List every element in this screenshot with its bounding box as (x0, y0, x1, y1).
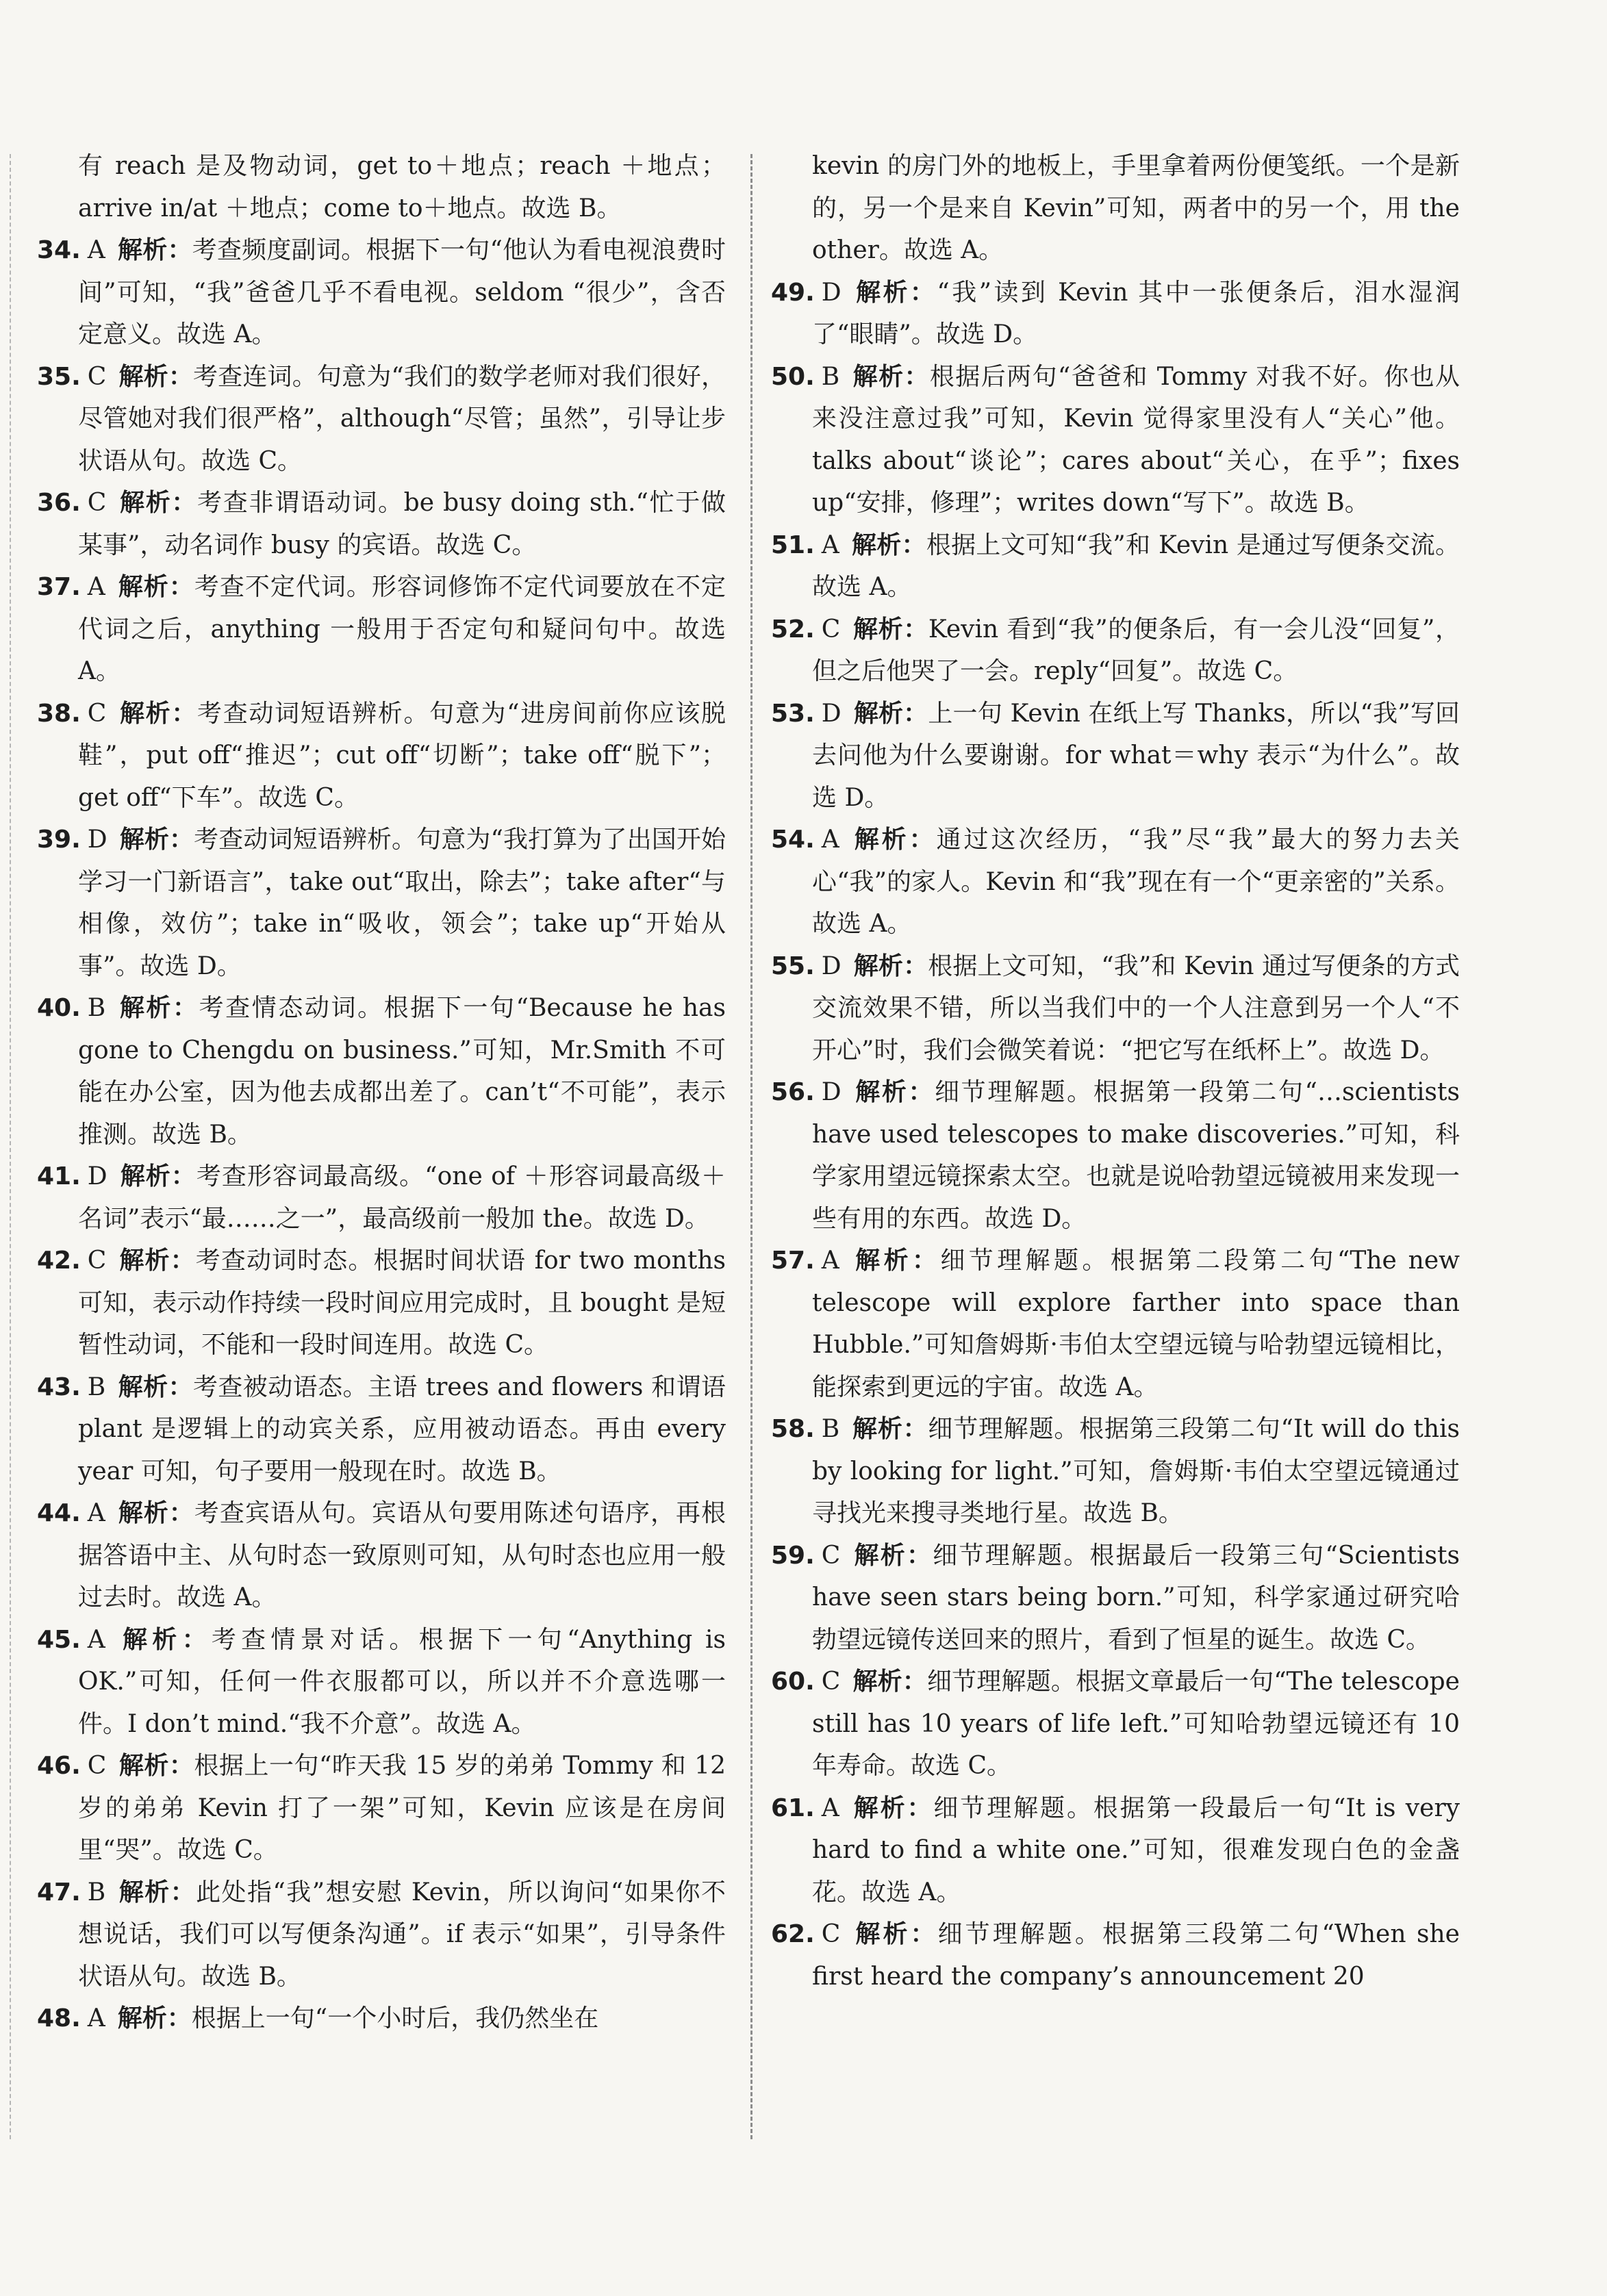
answer-letter: A (87, 236, 105, 264)
question-number: 42. (37, 1247, 81, 1275)
question-number: 61. (771, 1794, 815, 1822)
analysis-label: 解析： (117, 2004, 192, 2032)
binding-edge (10, 154, 11, 2139)
answer-entry (768, 945, 1460, 1072)
analysis-text: 考查动词短语辨析。句意为“我打算为了出国开始学习一门新语言”，take out“取出，除去”；take after“与相像，效仿”；take in“吸收，领会”；take up“开始从事”。故选 D。 (78, 826, 726, 980)
answer-letter: A (821, 1247, 839, 1275)
answer-letter: D (821, 699, 842, 728)
analysis-label: 解析： (117, 1499, 194, 1527)
answer-entry (34, 1619, 726, 1746)
analysis-text: 考查情态动词。根据下一句“Because he has gone to Chengdu on business.”可知，Mr.Smith 不可能在办公室，因为他去成都出差了。can’t“不可能”，表示推测。故选 B。 (78, 994, 726, 1149)
analysis-label: 解析： (118, 1752, 194, 1780)
analysis-label: 解析： (119, 826, 194, 854)
question-number: 51. (771, 531, 815, 559)
analysis-text: Kevin 看到“我”的便条后，有一会儿没“回复”，但之后他哭了一会。reply“回复”。故选 C。 (812, 615, 1460, 685)
question-number: 35. (37, 362, 81, 391)
analysis-text: 细节理解题。根据第一段最后一句“It is very hard to find a white one.”可知，很难发现白色的金盏花。故选 A。 (812, 1794, 1460, 1906)
right-column (768, 145, 1460, 1998)
question-number: 60. (771, 1668, 815, 1696)
question-number: 38. (37, 699, 81, 728)
answer-entry (768, 1913, 1460, 1998)
answer-entry (768, 1535, 1460, 1661)
question-number: 54. (771, 826, 815, 854)
answer-letter: A (87, 2004, 105, 2032)
analysis-text: 有 reach 是及物动词，get to＋地点；reach ＋地点；arrive in/at ＋地点；come to＋地点。故选 B。 (78, 152, 726, 222)
analysis-label: 解析： (118, 1247, 196, 1275)
analysis-text: “我”读到 Kevin 其中一张便条后，泪水湿润了“眼睛”。故选 D。 (812, 278, 1460, 348)
answer-letter: C (87, 489, 107, 517)
answer-letter: C (821, 1920, 841, 1948)
question-number: 53. (771, 699, 815, 728)
answer-entry (768, 1787, 1460, 1914)
answer-letter: C (87, 1752, 107, 1780)
answer-entry (34, 482, 726, 566)
question-number: 40. (37, 994, 81, 1022)
answer-entry (34, 566, 726, 693)
analysis-text: 考查连词。句意为“我们的数学老师对我们很好，尽管她对我们很严格”，although“尽管；虽然”，引导让步状语从句。故选 C。 (78, 362, 726, 475)
answer-letter: B (821, 362, 840, 391)
question-number: 41. (37, 1162, 81, 1190)
question-number: 55. (771, 952, 815, 980)
answer-entry (34, 1745, 726, 1872)
analysis-text: 考查情景对话。根据下一句“Anything is OK.”可知，任何一件衣服都可以，所以并不介意选哪一件。I don’t mind.“我不介意”。故选 A。 (78, 1625, 726, 1738)
answer-letter: A (821, 531, 839, 559)
analysis-label: 解析： (118, 994, 199, 1022)
answer-letter: C (821, 1668, 841, 1696)
answer-letter: B (87, 1373, 106, 1401)
answer-letter: C (87, 699, 107, 728)
analysis-label: 解析： (851, 1794, 934, 1822)
analysis-text: 考查被动语态。主语 trees and flowers 和谓语 plant 是逻辑上的动宾关系，应用被动语态。再由 every year 可知，句子要用一般现在时。故选 B。 (78, 1373, 726, 1485)
answer-entry (768, 524, 1460, 609)
answer-entry (768, 819, 1460, 945)
analysis-label: 解析： (118, 699, 198, 728)
answer-entry (34, 1240, 726, 1366)
answer-letter: A (87, 1625, 105, 1654)
analysis-label: 解析： (118, 1878, 197, 1906)
analysis-label: 解析： (853, 699, 928, 728)
answer-letter: D (821, 1078, 842, 1106)
analysis-label: 解析： (118, 362, 194, 391)
analysis-label: 解析： (117, 1625, 212, 1654)
answer-letter: A (87, 1499, 105, 1527)
question-number: 50. (771, 362, 815, 391)
answer-entry (34, 1366, 726, 1493)
answer-entry (768, 356, 1460, 524)
question-number: 48. (37, 2004, 81, 2032)
analysis-text: 细节理解题。根据最后一段第三句“Scientists have seen stars being born.”可知，科学家通过研究哈勃望远镜传送回来的照片，看到了恒星的诞生。故选 C。 (812, 1541, 1460, 1654)
answer-letter: D (821, 952, 842, 980)
analysis-label: 解析： (851, 531, 926, 559)
answer-letter: A (821, 1794, 839, 1822)
analysis-text: 细节理解题。根据文章最后一句“The telescope still has 10 years of life left.”可知哈勃望远镜还有 10 年寿命。故选 C。 (812, 1668, 1460, 1780)
answer-letter: B (87, 994, 106, 1022)
analysis-label: 解析： (852, 362, 930, 391)
answer-letter: C (87, 1247, 107, 1275)
answer-entry (768, 609, 1460, 693)
analysis-text: 考查频度副词。根据下一句“他认为看电视浪费时间”可知，“我”爸爸几乎不看电视。seldom “很少”，含否定意义。故选 A。 (78, 236, 726, 348)
question-number: 45. (37, 1625, 81, 1654)
analysis-label: 解析： (117, 236, 192, 264)
question-number: 34. (37, 236, 81, 264)
analysis-text: 细节理解题。根据第二段第二句“The new telescope will explore farther into space than Hubble.”可知詹姆斯·韦伯太空望远镜与哈勃望远镜相比，能探索到更远的宇宙。故选 A。 (812, 1247, 1460, 1401)
answer-entry (34, 1998, 726, 2040)
question-number: 47. (37, 1878, 81, 1906)
answer-entry (34, 1156, 726, 1240)
analysis-text: 细节理解题。根据第三段第二句“When she first heard the company’s announcement 20 (812, 1920, 1460, 1991)
analysis-label: 解析： (852, 1668, 927, 1696)
answer-entry (34, 1872, 726, 1998)
question-number: 46. (37, 1752, 81, 1780)
analysis-text: 细节理解题。根据第三段第二句“It will do this by looking for light.”可知，詹姆斯·韦伯太空望远镜通过寻找光来搜寻类地行星。故选 B。 (812, 1415, 1460, 1527)
answer-entry (34, 229, 726, 356)
question-number: 56. (771, 1078, 815, 1106)
answer-entry (768, 1240, 1460, 1408)
analysis-label: 解析： (851, 1247, 941, 1275)
question-number: 43. (37, 1373, 81, 1401)
answer-letter: C (821, 1541, 841, 1570)
analysis-text: 考查不定代词。形容词修饰不定代词要放在不定代词之后，anything 一般用于否定句和疑问句中。故选 A。 (78, 573, 726, 685)
analysis-label: 解析： (852, 1415, 928, 1443)
answer-letter: A (87, 573, 105, 601)
analysis-text: 根据后两句“爸爸和 Tommy 对我不好。你也从来没注意过我”可知，Kevin 觉得家里没有人“关心”他。talks about“谈论”；cares about“关心，在乎”；fixes up“安排，修理”；writes down“写下”。故选 B。 (812, 362, 1460, 517)
analysis-text: 细节理解题。根据第一段第二句“…scientists have used telescopes to make discoveries.”可知，科学家用望远镜探索太空。也就是说哈勃望远镜被用来发现一些有用的东西。故选 D。 (812, 1078, 1460, 1233)
analysis-text: kevin 的房门外的地板上，手里拿着两份便笺纸。一个是新的，另一个是来自 Kevin”可知，两者中的另一个，用 the other。故选 A。 (812, 152, 1460, 264)
question-number: 39. (37, 826, 81, 854)
analysis-text: 根据上一句“昨天我 15 岁的弟弟 Tommy 和 12 岁的弟弟 Kevin 打了一架”可知，Kevin 应该是在房间里“哭”。故选 C。 (78, 1752, 726, 1864)
answer-entry (768, 1661, 1460, 1787)
analysis-text: 此处指“我”想安慰 Kevin，所以询问“如果你不想说话，我们可以写便条沟通”。if 表示“如果”，引导条件状语从句。故选 B。 (78, 1878, 726, 1991)
analysis-label: 解析： (119, 1162, 197, 1190)
analysis-text: 上一句 Kevin 在纸上写 Thanks，所以“我”写回去问他为什么要谢谢。for what＝why 表示“为什么”。故选 D。 (812, 699, 1460, 812)
answer-entry (768, 693, 1460, 819)
answer-entry (768, 272, 1460, 356)
analysis-label: 解析： (851, 826, 937, 854)
analysis-text: 根据上文可知，“我”和 Kevin 通过写便条的方式交流效果不错，所以当我们中的一个人注意到另一个人“不开心”时，我们会微笑着说：“把它写在纸杯上”。故选 D。 (812, 952, 1460, 1064)
answer-letter: D (821, 278, 842, 307)
analysis-text: 考查动词短语辨析。句意为“进房间前你应该脱鞋”，put off“推迟”；cut off“切断”；take off“脱下”；get off“下车”。故选 C。 (78, 699, 726, 812)
question-number: 58. (771, 1415, 815, 1443)
answer-entry (768, 1071, 1460, 1240)
answer-letter: B (87, 1878, 106, 1906)
answer-letter: D (87, 826, 107, 854)
question-number: 52. (771, 615, 815, 643)
analysis-label: 解析： (852, 1541, 933, 1570)
analysis-text: 根据上一句“一个小时后，我仍然坐在 (191, 2004, 599, 2032)
answer-letter: C (821, 615, 841, 643)
answer-entry (34, 987, 726, 1156)
answer-letter: C (87, 362, 107, 391)
column-divider (750, 154, 752, 2139)
answer-entry (34, 1492, 726, 1619)
analysis-text: 根据上文可知“我”和 Kevin 是通过写便条交流。故选 A。 (812, 531, 1460, 601)
analysis-label: 解析： (117, 573, 194, 601)
question-number: 37. (37, 573, 81, 601)
analysis-label: 解析： (852, 1920, 938, 1948)
answer-continuation (768, 145, 1460, 272)
answer-continuation (34, 145, 726, 229)
question-number: 44. (37, 1499, 81, 1527)
question-number: 36. (37, 489, 81, 517)
answer-entry (34, 819, 726, 987)
answer-entry (34, 356, 726, 483)
analysis-label: 解析： (853, 1078, 935, 1106)
answer-entry (768, 1408, 1460, 1535)
question-number: 57. (771, 1247, 815, 1275)
analysis-label: 解析： (853, 278, 937, 307)
question-number: 49. (771, 278, 815, 307)
analysis-label: 解析： (852, 615, 928, 643)
analysis-label: 解析： (118, 1373, 193, 1401)
analysis-text: 考查宾语从句。宾语从句要用陈述句语序，再根据答语中主、从句时态一致原则可知，从句时态也应用一般过去时。故选 A。 (78, 1499, 726, 1611)
question-number: 59. (771, 1541, 815, 1570)
analysis-label: 解析： (853, 952, 928, 980)
analysis-text: 考查非谓语动词。be busy doing sth.“忙于做某事”，动名词作 busy 的宾语。故选 C。 (78, 489, 726, 559)
analysis-text: 考查形容词最高级。“one of ＋形容词最高级＋名词”表示“最……之一”，最高级前一般加 the。故选 D。 (78, 1162, 726, 1233)
analysis-text: 通过这次经历，“我”尽“我”最大的努力去关心“我”的家人。Kevin 和“我”现在有一个“更亲密的”关系。故选 A。 (812, 826, 1460, 938)
answer-letter: B (821, 1415, 840, 1443)
analysis-text: 考查动词时态。根据时间状语 for two months 可知，表示动作持续一段时间应用完成时，且 bought 是短暂性动词，不能和一段时间连用。故选 C。 (78, 1247, 726, 1359)
answer-entry (34, 693, 726, 819)
answer-letter: D (87, 1162, 107, 1190)
answer-letter: A (821, 826, 839, 854)
analysis-label: 解析： (118, 489, 198, 517)
left-column (34, 145, 726, 2040)
question-number: 62. (771, 1920, 815, 1948)
